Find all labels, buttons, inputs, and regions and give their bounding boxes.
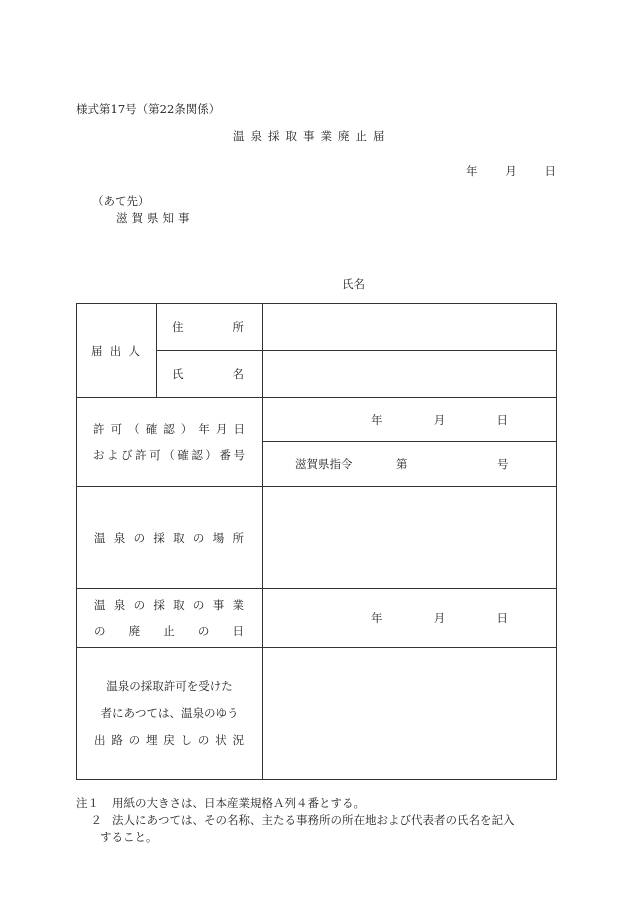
note-2-text: 法人にあつては、その名称、主たる事務所の所在地および代表者の氏名を記入	[112, 813, 515, 827]
notes	[76, 795, 560, 846]
restoration-label-line2: 者にあつては、温泉のゆう	[100, 706, 239, 720]
submission-date	[466, 163, 556, 179]
abolition-day-label: 日	[496, 611, 508, 625]
permit-date-field[interactable]	[263, 398, 557, 442]
location-label-cell	[77, 487, 263, 589]
note-1-number: 注１	[76, 796, 99, 810]
note-2-number: ２	[90, 813, 102, 827]
applicant-cell	[77, 304, 157, 398]
note-2-continued	[76, 829, 560, 846]
name-label: 氏 名	[172, 367, 244, 381]
form-table	[76, 303, 557, 780]
permit-day-label: 日	[496, 412, 508, 427]
restoration-label-line3: 出 路 の 埋 戻 し の 状 況	[94, 733, 244, 747]
form-title: 温泉採取事業廃止届	[233, 129, 391, 143]
permit-number-prefix: 滋賀県指令	[295, 457, 353, 471]
abolition-label-cell	[77, 589, 263, 648]
abolition-date-field[interactable]	[263, 589, 557, 648]
abolition-label-line2: の 廃 止 の 日	[94, 624, 244, 638]
note-2	[76, 812, 560, 829]
form-number: 様式第17号（第22条関係）	[76, 102, 221, 116]
name-field[interactable]	[263, 351, 557, 398]
name-label-cell	[157, 351, 263, 398]
abolition-year-label: 年	[371, 611, 383, 625]
restoration-label-line1: 温泉の採取許可を受けた	[106, 679, 233, 693]
abolition-month-label: 月	[433, 611, 446, 625]
permit-number-dai: 第	[396, 457, 408, 471]
restoration-field[interactable]	[263, 648, 557, 780]
applicant-label: 届 出 人	[91, 343, 140, 358]
note-1-text: 用紙の大きさは、日本産業規格Ａ列４番とする。	[112, 796, 365, 810]
note-1	[76, 795, 560, 812]
permit-number-field[interactable]	[263, 442, 557, 487]
restoration-label-cell	[77, 648, 263, 780]
permit-month-label: 月	[433, 412, 446, 427]
address-label: 住 所	[172, 320, 244, 334]
permit-label-line2: お よ び 許 可 （ 確 認 ） 番 号	[93, 448, 245, 462]
applicant-name-label: 氏名	[342, 277, 365, 291]
permit-year-label: 年	[371, 412, 383, 427]
date-year-label: 年	[466, 164, 478, 178]
location-field[interactable]	[263, 487, 557, 589]
permit-number-go: 号	[497, 457, 509, 471]
addressee-name: 滋賀県知事	[116, 211, 194, 225]
permit-label-cell	[77, 398, 263, 487]
permit-label-line1: 許 可 （ 確 認 ） 年 月 日	[93, 422, 245, 436]
date-month-label: 月	[505, 164, 517, 178]
note-2-continued-text: すること。	[100, 830, 158, 844]
date-day-label: 日	[544, 164, 556, 178]
note-3-number	[76, 829, 100, 846]
location-label: 温 泉 の 採 取 の 場 所	[94, 530, 244, 545]
addressee-label: （あて先）	[92, 194, 150, 208]
address-field[interactable]	[263, 304, 557, 351]
address-label-cell	[157, 304, 263, 351]
abolition-label-line1: 温 泉 の 採 取 の 事 業	[94, 598, 244, 612]
